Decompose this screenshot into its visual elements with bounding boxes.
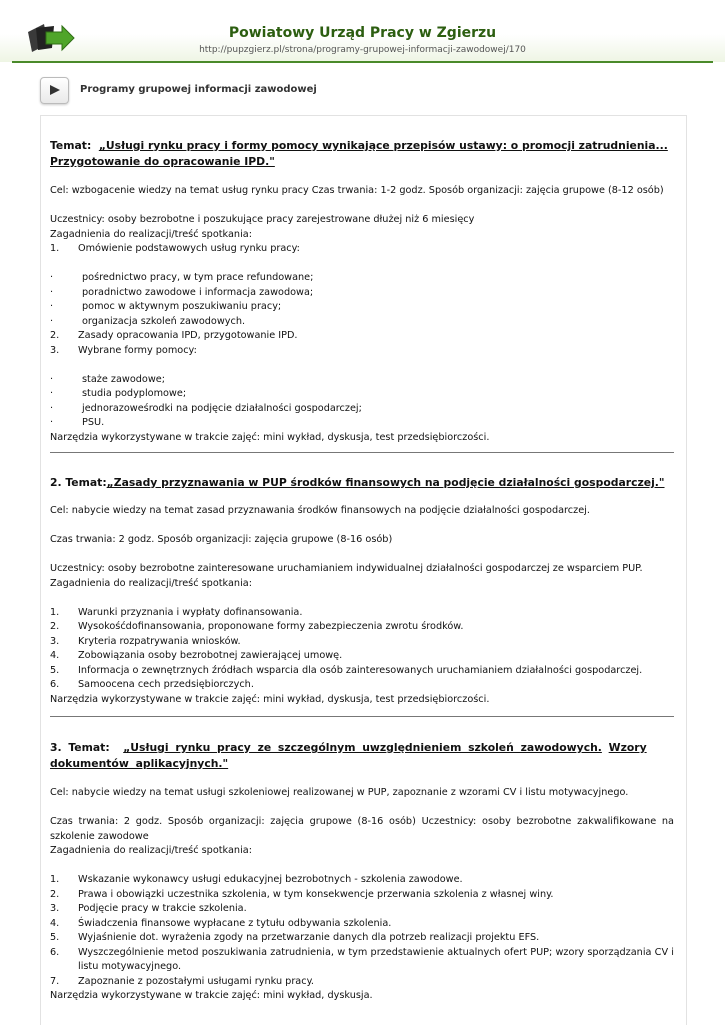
section-1-title — [50, 138, 674, 170]
list-item — [50, 931, 674, 946]
list-number: 2. — [50, 888, 60, 900]
list-text: Samoocena cech przedsiębiorczych. — [78, 679, 254, 690]
list-item — [50, 649, 674, 664]
list-text: Wskazanie wykonawcy usługi edukacyjnej bezrobotnych - szkolenia zawodowe. — [78, 874, 463, 885]
title-prefix: 2. Temat: — [50, 476, 107, 489]
list-number: 6. — [50, 946, 60, 958]
list-text: Warunki przyznania i wypłaty dofinansowania. — [78, 606, 303, 618]
page-arrow-button[interactable] — [40, 77, 69, 104]
topics-list — [50, 606, 674, 693]
section-divider — [50, 452, 674, 453]
list-text: Wyjaśnienie dot. wyrażenia zgody na przetwarzanie danych dla potrzeb realizacji projektu EFS. — [78, 932, 540, 943]
topics-label: Zagadnienia do realizacji/treść spotkania: — [50, 845, 252, 856]
bullet-item: · pomoc w aktywnym poszukiwaniu pracy; — [50, 301, 282, 312]
title-text: „Zasady przyznawania w PUP środków finansowych na podjęcie działalności gospodarczej." — [106, 476, 665, 489]
duration-text: Czas trwania: 2 godz. Sposób organizacji: zajęcia grupowe (8-16 osób) Uczestnicy: osoby bezrobotne zakwalifikowane na szkolenie zawodowe — [50, 816, 674, 842]
goal-text: Cel: nabycie wiedzy na temat usługi szkoleniowej realizowanej w PUP, zapoznanie z wzorami CV i listu motywacyjnego. — [50, 787, 629, 798]
list-item — [50, 917, 674, 932]
list-text: Zobowiązania osoby bezrobotnej zawierającej umowę. — [78, 650, 343, 661]
goal-text: Cel: wzbogacenie wiedzy na temat usług rynku pracy Czas trwania: 1-2 godz. Sposób organizacji: zajęcia grupowe (8-12 osób) — [50, 185, 664, 196]
list-item — [50, 873, 674, 888]
list-item — [50, 606, 674, 621]
page-title: Programy grupowej informacji zawodowej — [80, 84, 317, 95]
section-3 — [50, 740, 674, 1004]
list-number: 3. — [50, 635, 60, 647]
list-item — [50, 946, 674, 975]
list-text: Podjęcie pracy w trakcie szkolenia. — [78, 903, 247, 914]
list-number: 1. — [50, 606, 60, 618]
list-item: 1. Omówienie podstawowych usług rynku pracy: — [50, 243, 300, 254]
list-item — [50, 888, 674, 903]
section-3-title — [50, 740, 674, 772]
section-2 — [50, 475, 674, 707]
list-item — [50, 664, 674, 679]
participants-text: Uczestnicy: osoby bezrobotne zainteresowane uruchamianiem indywidualnej działalności gospodarczej ze wsparciem PUP. — [50, 563, 643, 574]
bullet-item: · PSU. — [50, 417, 105, 428]
list-number: 6. — [50, 679, 60, 690]
bullet-item: · pośrednictwo pracy, w tym prace refundowane; — [50, 272, 314, 283]
list-number: 1. — [50, 874, 60, 885]
tools-text: Narzędzia wykorzystywane w trakcie zajęć: mini wykład, dyskusja, test przedsiębiorczości. — [50, 431, 490, 443]
site-url[interactable]: http://pupzgierz.pl/strona/programy-grupowej-informacji-zawodowej/170 — [199, 45, 526, 55]
list-text: Zapoznanie z pozostałymi usługami rynku pracy. — [78, 975, 314, 987]
title-text: „Usługi rynku pracy i formy pomocy wynikające przepisów ustawy: o promocji zatrudnienia... — [98, 139, 668, 152]
list-number: 2. — [50, 621, 60, 632]
bullet-item: · jednorazoweśrodki na podjęcie działalności gospodarczej; — [50, 402, 362, 414]
topics-list — [50, 873, 674, 989]
title-prefix: 3. Temat: — [50, 741, 110, 754]
list-number: 4. — [50, 917, 60, 929]
title-prefix: Temat: — [50, 139, 92, 152]
title-text: „Usługi rynku pracy ze szczególnym uwzględnieniem szkoleń zawodowych. — [123, 741, 602, 754]
site-header — [0, 0, 725, 62]
goal-text: Cel: nabycie wiedzy na temat zasad przyznawania środków finansowych na podjęcie działalności gospodarczej. — [50, 505, 590, 516]
bullet-item: · staże zawodowe; — [50, 373, 166, 385]
list-item — [50, 902, 674, 917]
title-text-cont: dokumentów aplikacyjnych." — [50, 757, 229, 770]
participants-text: Uczestnicy: osoby bezrobotne i poszukujące pracy zarejestrowane dłużej niż 6 miesięcy — [50, 214, 475, 225]
list-text: Wyszczególnienie metod poszukiwania zatrudnienia, w tym przedstawienie aktualnych ofert PUP; wzory sporządzania CV i listu motywacyjnego. — [78, 946, 674, 972]
list-item — [50, 975, 674, 990]
topics-label: Zagadnienia do realizacji/treść spotkania: — [50, 577, 252, 589]
list-text: Informacja o zewnętrznych źródłach wsparcia dla osób zainteresowanych uruchamianiem działalności gospodarczej. — [78, 664, 643, 676]
list-text: Kryteria rozpatrywania wniosków. — [78, 635, 241, 647]
topics-label: Zagadnienia do realizacji/treść spotkania: — [50, 228, 252, 240]
site-title: Powiatowy Urząd Pracy w Zgierzu — [228, 25, 497, 41]
section-divider — [50, 716, 674, 717]
tools-text: Narzędzia wykorzystywane w trakcie zajęć: mini wykład, dyskusja. — [50, 990, 373, 1001]
list-number: 5. — [50, 664, 60, 676]
list-number: 4. — [50, 650, 60, 661]
list-item — [50, 678, 674, 693]
list-number: 5. — [50, 932, 60, 943]
duration-text: Czas trwania: 2 godz. Sposób organizacji: zajęcia grupowe (8-16 osób) — [50, 534, 393, 545]
list-text: Wysokośćdofinansowania, proponowane formy zabezpieczenia zwrotu środków. — [78, 621, 464, 632]
title-text-cont: Przygotowanie do opracowanie IPD." — [50, 155, 275, 168]
list-text: Świadczenia finansowe wypłacane z tytułu odbywania szkolenia. — [78, 917, 392, 929]
bullet-item: · poradnictwo zawodowe i informacja zawodowa; — [50, 286, 314, 298]
list-item — [50, 620, 674, 635]
section-1 — [50, 138, 674, 445]
list-number: 7. — [50, 975, 60, 987]
bullet-item: · studia podyplomowe; — [50, 388, 187, 399]
title-text-cont: Wzory — [608, 741, 647, 754]
tools-text: Narzędzia wykorzystywane w trakcie zajęć: mini wykład, dyskusja, test przedsiębiorczości. — [50, 693, 490, 705]
list-number: 3. — [50, 903, 60, 914]
list-item: 2. Zasady opracowania IPD, przygotowanie IPD. — [50, 330, 298, 341]
section-2-title — [50, 475, 674, 491]
header-divider — [12, 61, 713, 63]
list-text: Prawa i obowiązki uczestnika szkolenia, w tym konsekwencje przerwania szkolenia z własnej winy. — [78, 888, 554, 900]
list-item — [50, 635, 674, 650]
play-arrow-icon — [49, 84, 61, 96]
list-item: 3. Wybrane formy pomocy: — [50, 344, 197, 356]
bullet-item: · organizacja szkoleń zawodowych. — [50, 315, 246, 327]
